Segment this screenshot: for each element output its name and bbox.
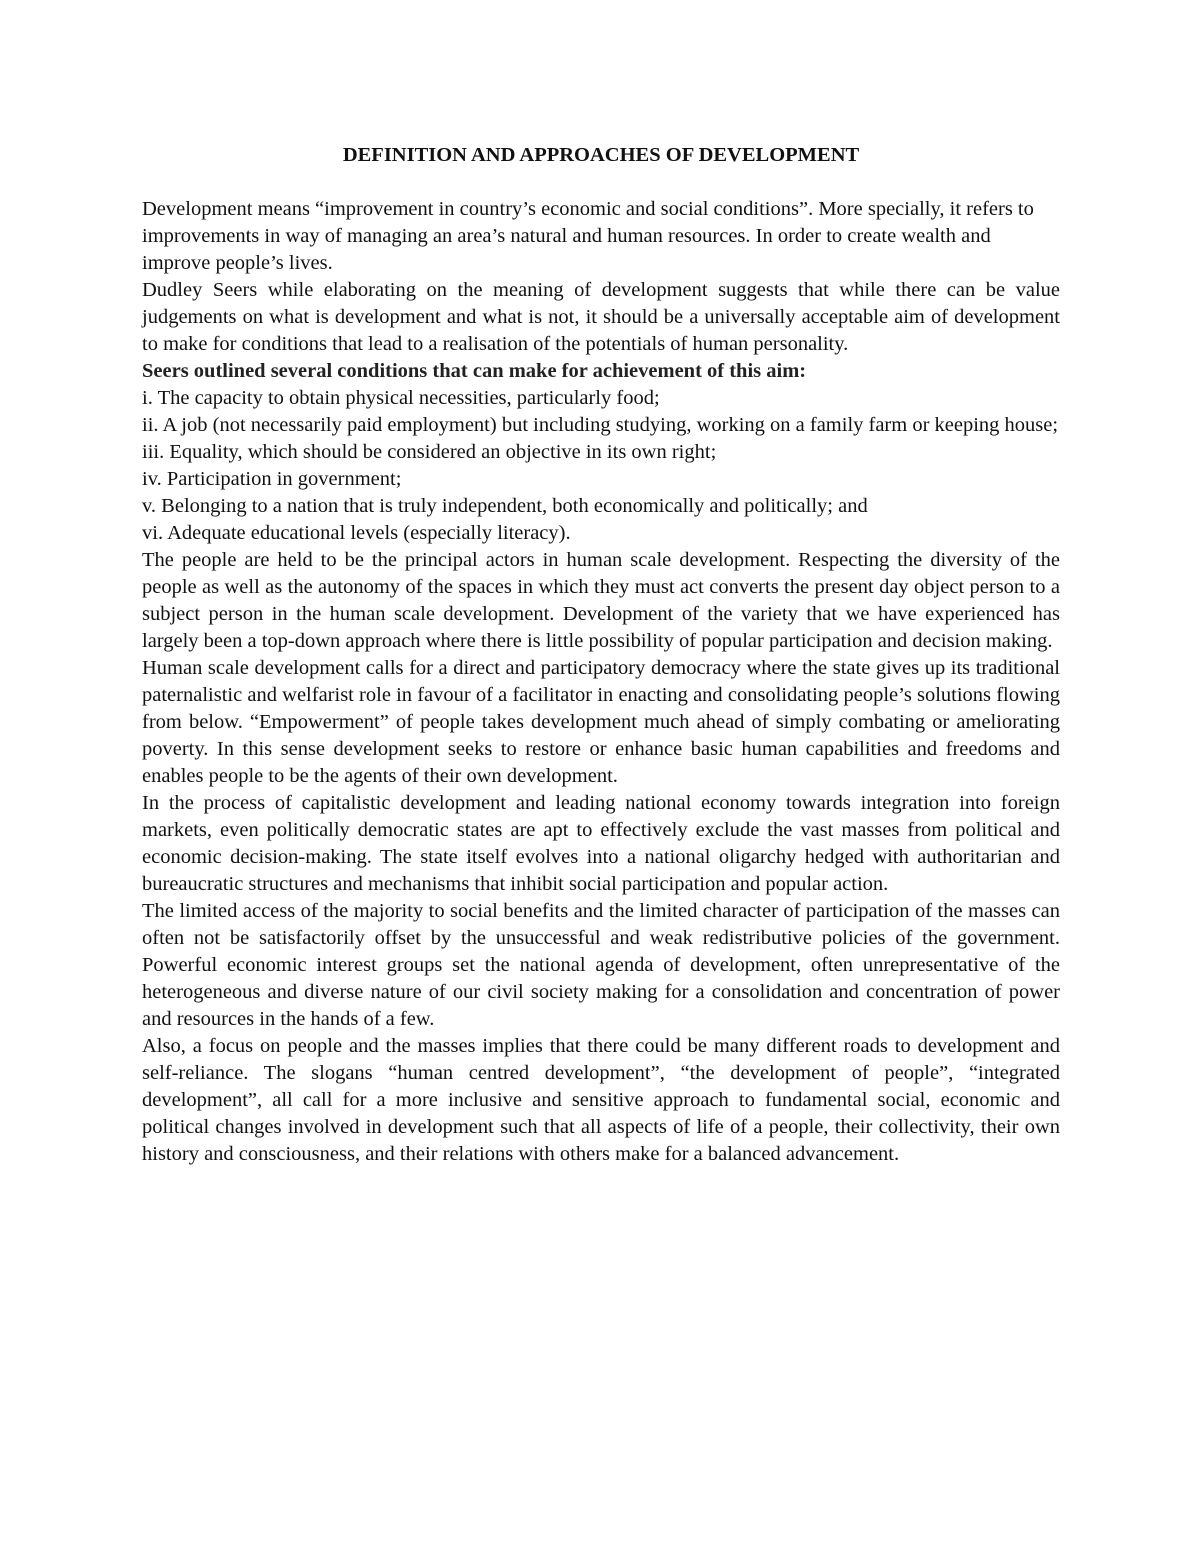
body-paragraph-4: The limited access of the majority to social benefits and the limited character of participation of the masses can often not be satisfactorily offset by the unsuccessful and weak redistributive policies of the government. Powerful economic interest groups set the national agenda of development, often unrepresentative of the heterogeneous and diverse nature of our civil society making for a consolidation and concentration of power and resources in the hands of a few.: [142, 900, 1060, 1030]
condition-item-6: vi. Adequate educational levels (especially literacy).: [142, 522, 571, 544]
intro-paragraph-1: Development means “improvement in country’s economic and social conditions”. More specially, it refers to improvements in way of managing an area’s natural and human resources. In order to create wealth and improve people’s lives.: [142, 198, 1034, 274]
conditions-heading: Seers outlined several conditions that can make for achievement of this aim:: [142, 360, 807, 382]
condition-item-2: ii. A job (not necessarily paid employment) but including studying, working on a family farm or keeping house;: [142, 414, 1059, 436]
condition-item-4: iv. Participation in government;: [142, 468, 402, 490]
conditions-list: [142, 385, 1060, 547]
body-paragraph-2: Human scale development calls for a direct and participatory democracy where the state gives up its traditional paternalistic and welfarist role in favour of a facilitator in enacting and consolidating people’s solutions flowing from below. “Empowerment” of people takes development much ahead of simply combating or ameliorating poverty. In this sense development seeks to restore or enhance basic human capabilities and freedoms and enables people to be the agents of their own development.: [142, 657, 1060, 787]
condition-item-3: iii. Equality, which should be considered an objective in its own right;: [142, 441, 717, 463]
body-paragraph-1: The people are held to be the principal actors in human scale development. Respecting the diversity of the people as well as the autonomy of the spaces in which they must act converts the present day object person to a subject person in the human scale development. Development of the variety that we have experienced has largely been a top-down approach where there is little possibility of popular participation and decision making.: [142, 549, 1060, 652]
document-title: DEFINITION AND APPROACHES OF DEVELOPMENT: [342, 144, 860, 166]
body-paragraph-5: Also, a focus on people and the masses implies that there could be many different roads to development and self-reliance. The slogans “human centred development”, “the development of people”, “integrated development”, all call for a more inclusive and sensitive approach to fundamental social, economic and political changes involved in development such that all aspects of life of a people, their collectivity, their own history and consciousness, and their relations with others make for a balanced advancement.: [142, 1035, 1060, 1165]
condition-item-1: i. The capacity to obtain physical necessities, particularly food;: [142, 387, 660, 409]
body-paragraph-3: In the process of capitalistic development and leading national economy towards integration into foreign markets, even politically democratic states are apt to effectively exclude the vast masses from political and economic decision-making. The state itself evolves into a national oligarchy hedged with authoritarian and bureaucratic structures and mechanisms that inhibit social participation and popular action.: [142, 792, 1060, 895]
intro-paragraph-2: Dudley Seers while elaborating on the meaning of development suggests that while there can be value judgements on what is development and what is not, it should be a universally acceptable aim of development to make for conditions that lead to a realisation of the potentials of human personality.: [142, 279, 1060, 355]
document-page: [142, 142, 1060, 1168]
condition-item-5: v. Belonging to a nation that is truly independent, both economically and politically; and: [142, 495, 868, 517]
